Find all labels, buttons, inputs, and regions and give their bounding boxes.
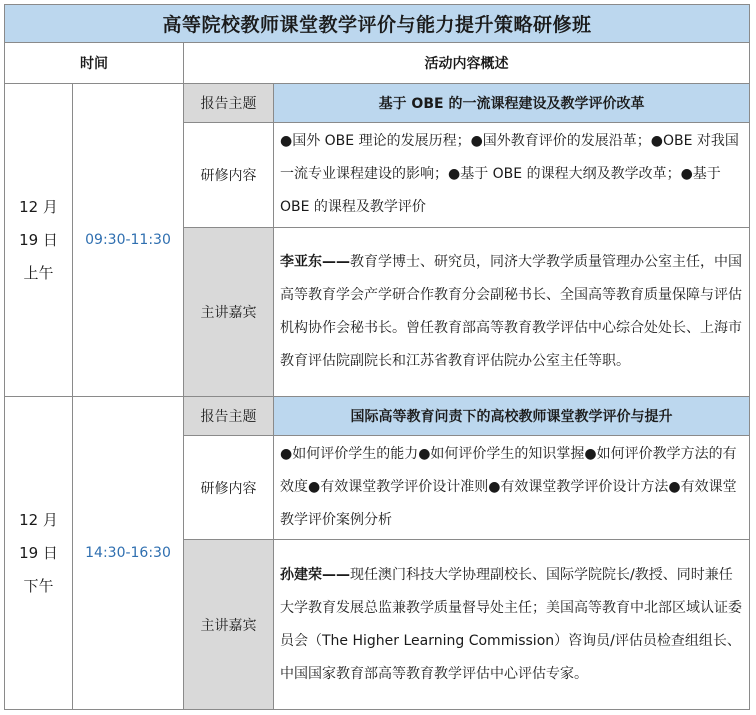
- schedule-table: [4, 4, 750, 710]
- speaker-info: [274, 540, 750, 710]
- speaker-name: 李亚东——: [280, 253, 350, 270]
- report-topic: 国际高等教育问责下的高校教师课堂教学评价与提升: [274, 397, 750, 436]
- session-time: 09:30-11:30: [73, 84, 184, 397]
- date-month: 12 月: [19, 197, 58, 216]
- date-day: 19 日: [19, 230, 58, 249]
- session-date: [5, 397, 73, 710]
- date-month: 12 月: [19, 510, 58, 529]
- speaker-name: 孙建荣——: [280, 566, 350, 583]
- study-content: ●国外 OBE 理论的发展历程；●国外教育评价的发展沿革；●OBE 对我国一流专业课程建设的影响；●基于 OBE 的课程大纲及教学改革；●基于 OBE 的课程及教学评价: [274, 123, 750, 227]
- speaker-label: 主讲嘉宾: [184, 227, 274, 396]
- speaker-bio: 教育学博士、研究员，同济大学教学质量管理办公室主任，中国高等教育学会产学研合作教育分会副秘书长、全国高等教育质量保障与评估机构协作会秘书长。曾任教育部高等教育教学评估中心综合处处长、上海市教育评估院副院长和江苏省教育评估院办公室主任等职。: [280, 253, 742, 369]
- content-label: 研修内容: [184, 436, 274, 540]
- study-content: ●如何评价学生的能力●如何评价学生的知识掌握●如何评价教学方法的有效度●有效课堂教学评价设计准则●有效课堂教学评价设计方法●有效课堂教学评价案例分析: [274, 436, 750, 540]
- page-title: 高等院校教师课堂教学评价与能力提升策略研修班: [5, 5, 750, 43]
- session-time: 14:30-16:30: [73, 397, 184, 710]
- date-day: 19 日: [19, 543, 58, 562]
- column-header-time: 时间: [5, 43, 184, 84]
- speaker-label: 主讲嘉宾: [184, 540, 274, 710]
- report-topic: 基于 OBE 的一流课程建设及教学评价改革: [274, 84, 750, 123]
- speaker-info: [274, 227, 750, 396]
- topic-label: 报告主题: [184, 84, 274, 123]
- topic-label: 报告主题: [184, 397, 274, 436]
- content-label: 研修内容: [184, 123, 274, 227]
- date-period: 上午: [23, 263, 54, 282]
- session-date: [5, 84, 73, 397]
- speaker-bio: 现任澳门科技大学协理副校长、国际学院院长/教授、同时兼任大学教育发展总监兼教学质量督导处主任；美国高等教育中北部区域认证委员会（The Higher Learning Commission）咨询员/评估员检查组组长、中国国家教育部高等教育教学评估中心评估专家。: [280, 566, 742, 682]
- column-header-activity: 活动内容概述: [184, 43, 750, 84]
- date-period: 下午: [23, 576, 54, 595]
